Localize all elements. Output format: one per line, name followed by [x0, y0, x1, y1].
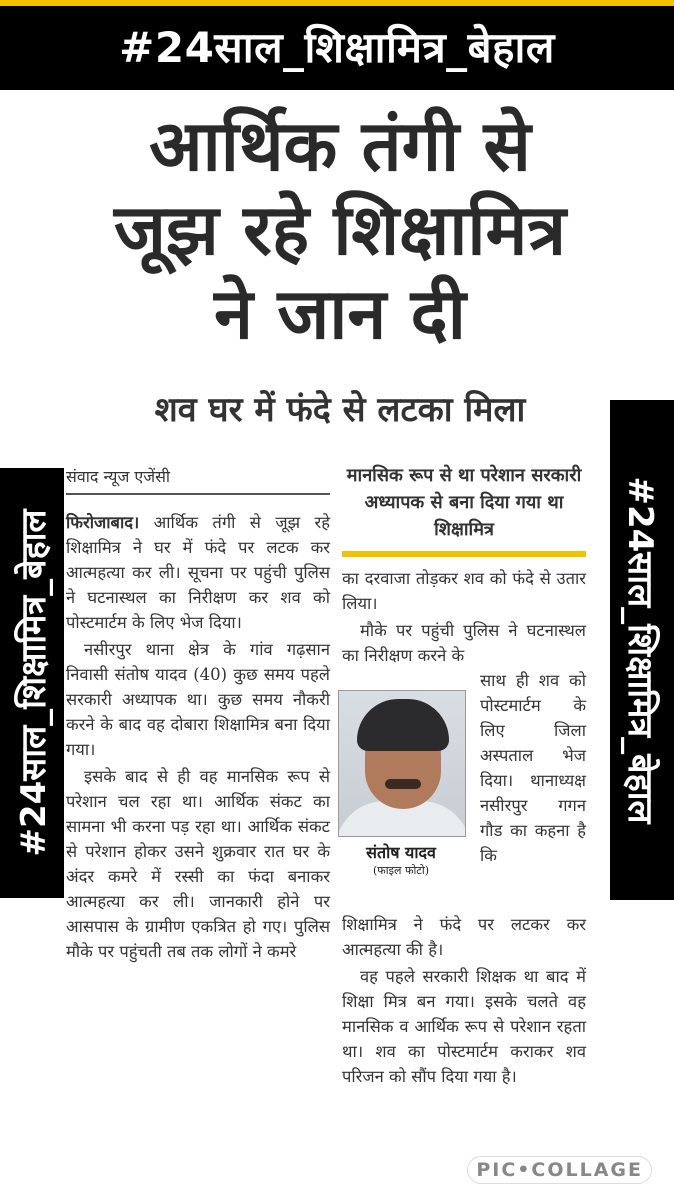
top-hashtag-text: #24साल_शिक्षामित्र_बेहाल — [119, 23, 555, 72]
headline-line-2: जूझ रहे शिक्षामित्र — [113, 189, 567, 271]
article-paragraph: नसीरपुर थाना क्षेत्र के गांव गढ़सान निवासी संतोष यादव (40) कुछ समय पहले सरकारी अध्यापक था। कुछ समय नौकरी करने के बाद वह दोबारा शिक्षामित्र बना दिया गया। — [66, 640, 330, 759]
left-hashtag-banner — [0, 468, 64, 898]
photo-caption-name: संतोष यादव — [366, 843, 436, 862]
dateline: फिरोजाबाद। — [66, 513, 140, 532]
article-paragraph: का दरवाजा तोड़कर शव को फंदे से उतार लिया। — [342, 569, 586, 613]
article-column-2-top — [342, 566, 586, 670]
left-hashtag-text: #24साल_शिक्षामित्र_बेहाल — [14, 509, 54, 857]
news-subheadline: शव घर में फंदे से लटका मिला — [154, 390, 526, 430]
photo-caption-note: (फाइल फोटो) — [373, 864, 429, 877]
photo-caption — [338, 842, 464, 878]
article-paragraph: वह पहले सरकारी शिक्षक था बाद में शिक्षा मित्र बन गया। इसके चलते वह मानसिक व आर्थिक रूप से परेशान रहता था। शव का पोस्टमार्टम कराकर शव परिजन को सौंप दिया गया है। — [342, 967, 586, 1086]
headline-line-3: ने जान दी — [214, 273, 466, 355]
paragraph-text: आर्थिक तंगी से जूझ रहे शिक्षामित्र ने घर में फंदे पर लटक कर आत्महत्या कर ली। सूचना पर पहुंची पुलिस ने घटनास्थल का निरीक्षण कर शव को पोस्टमार्टम के लिए भेज दिया। — [66, 513, 331, 632]
right-hashtag-text: #24साल_शिक्षामित्र_बेहाल — [620, 476, 660, 824]
article-column-2-beside-photo — [480, 668, 586, 870]
article-column-1 — [66, 510, 330, 966]
person-photo — [338, 690, 466, 837]
right-hashtag-banner — [610, 400, 674, 900]
agency-byline: संवाद न्यूज एजेंसी — [66, 465, 330, 495]
headline-line-1: आर्थिक तंगी से — [149, 105, 531, 187]
article-paragraph: इसके बाद से ही वह मानसिक रूप से परेशान चल रहा था। आर्थिक संकट का सामना भी करना पड़ रहा था। आर्थिक संकट से परेशान होकर उसने शुक्रवार रात घर के अंदर कमरे में रस्सी का फंदा बनाकर आत्महत्या कर ली। जानकारी होने पर आसपास के ग्रामीण एकत्रित हो गए। पुलिस मौके पर पहुंचती तब तक लोगों ने कमरे — [66, 767, 330, 961]
top-hashtag-banner — [0, 6, 674, 90]
highlight-box-heading: मानसिक रूप से था परेशान सरकारी अध्यापक से बना दिया गया था शिक्षामित्र — [342, 462, 586, 557]
piccollage-logo: PIC•COLLAGE — [467, 1156, 652, 1184]
article-column-2-bottom — [342, 912, 586, 1091]
article-paragraph — [66, 510, 330, 635]
article-paragraph: मौके पर पहुंची पुलिस ने घटनास्थल का निरीक्षण करने के — [342, 621, 586, 665]
article-paragraph: शिक्षामित्र ने फंदे पर लटकर कर आत्महत्या की है। — [342, 915, 586, 959]
news-headline — [60, 104, 620, 356]
article-paragraph: साथ ही शव को पोस्टमार्टम के लिए जिला अस्पताल भेज दिया। थानाध्यक्ष नसीरपुर गगन गौड का कहना है कि — [480, 671, 586, 865]
